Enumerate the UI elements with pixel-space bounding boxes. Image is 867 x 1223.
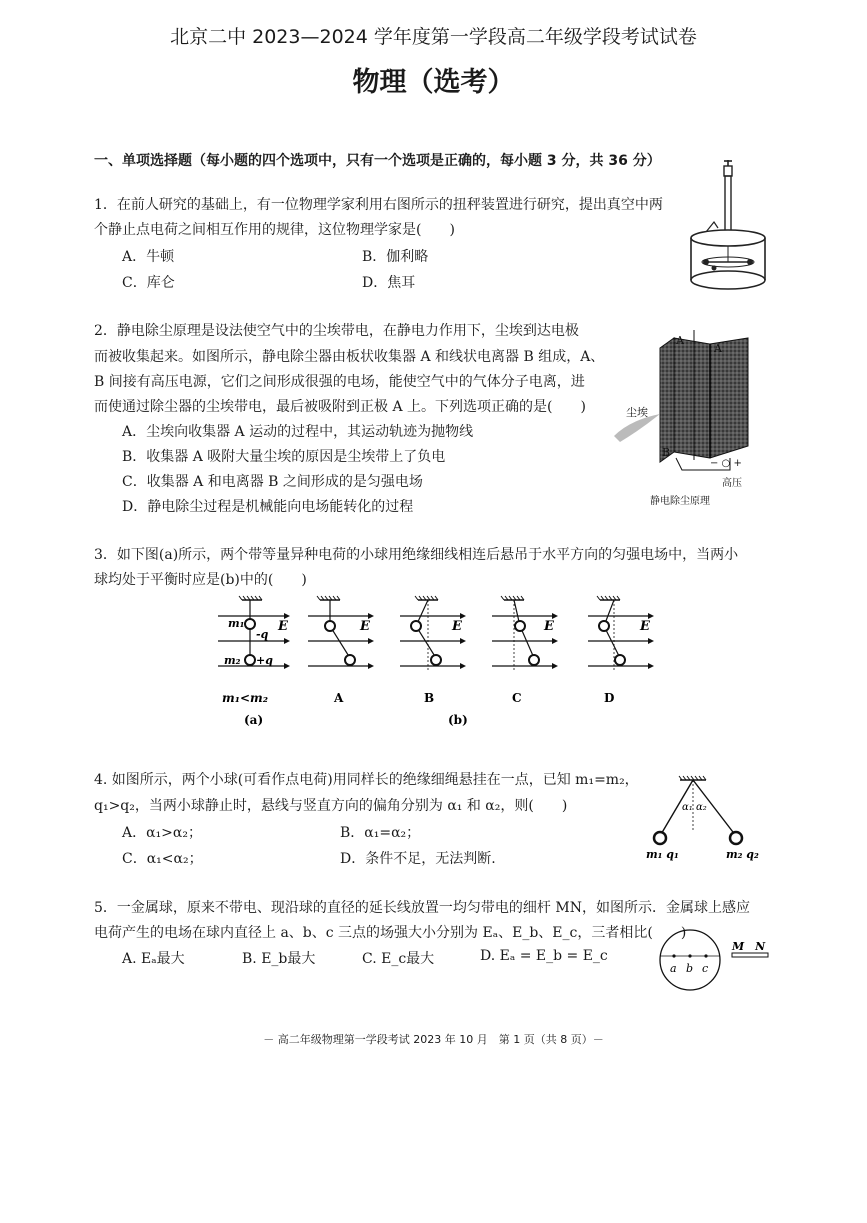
exam-title: 北京二中 2023—2024 学年度第一学段高二年级学段考试试卷: [170, 26, 697, 48]
q2-line3: B 间接有高压电源，它们之间形成很强的电场，能使空气中的气体分子电离，进: [94, 374, 585, 390]
q1-option-a: A．牛顿: [122, 249, 175, 265]
svg-text:− ○ +: − ○ +: [710, 458, 742, 469]
label-cond: m₁<m₂: [222, 691, 268, 705]
q5-option-b: B. E_b最大: [242, 951, 316, 967]
q2-line1: 2．静电除尘原理是设法使空气中的尘埃带电，在静电力作用下，尘埃到达电极: [94, 323, 579, 339]
label-m2: m₂: [224, 654, 241, 667]
q4-line2: q₁>q₂，当两小球静止时，悬线与竖直方向的偏角分别为 α₁ 和 α₂，则( ): [94, 798, 568, 814]
exam-subtitle: 物理（选考）: [352, 67, 515, 98]
label-e-C: E: [544, 619, 554, 634]
q5-option-c: C. E_c最大: [362, 951, 435, 967]
q4-pendulum-figure: [642, 772, 782, 864]
q2-line2: 而被收集起来。如图所示，静电除尘器由板状收集器 A 和线状电离器 B 组成，A、: [94, 349, 605, 365]
panel-label-D: D: [604, 691, 615, 705]
label-a: (a): [244, 713, 264, 727]
q1-option-d: D．焦耳: [362, 275, 416, 291]
label-a-point: a: [670, 962, 677, 975]
precip-caption: 静电除尘原理: [650, 496, 710, 507]
q4-option-d: D．条件不足，无法判断.: [340, 851, 496, 867]
page-footer: － 高二年级物理第一学段考试 2023 年 10 月 第 1 页（共 8 页）－: [263, 1033, 604, 1046]
hv-label: 高压: [722, 478, 742, 489]
label-c-point: c: [702, 962, 709, 975]
q4-line1: 4. 如图所示，两个小球(可看作点电荷)用同样长的绝缘细绳悬挂在一点，已知 m₁=m₂，: [94, 772, 639, 788]
label-e-a: E: [278, 619, 288, 634]
label-m1: m₁: [228, 617, 245, 630]
torsion-balance-figure: [684, 158, 772, 300]
q5-line1: 5．一金属球，原来不带电、现沿球的直径的延长线放置一均匀带电的细杆 MN，如图所示．金属球上感应: [94, 900, 750, 916]
panel-label-B: B: [424, 691, 435, 705]
q3-panel-B: [400, 596, 468, 727]
label-pos-q: +q: [256, 654, 273, 667]
label-m1q1: m₁ q₁: [646, 848, 679, 861]
q3-panel-A: [308, 596, 374, 705]
precip-label-a: A: [676, 334, 684, 347]
q2-option-b: B．收集器 A 吸附大量尘埃的原因是尘埃带上了负电: [122, 449, 446, 465]
label-b: (b): [448, 713, 468, 727]
q2-option-d: D．静电除尘过程是机械能向电场能转化的过程: [122, 499, 414, 515]
q2-option-c: C．收集器 A 和电离器 B 之间形成的是匀强电场: [122, 474, 423, 490]
q3-panel-C: [492, 596, 558, 705]
q4-option-c: C．α₁<α₂；: [122, 851, 203, 867]
q5-sphere-rod-figure: [654, 928, 778, 992]
section-heading: 一、单项选择题（每小题的四个选项中，只有一个选项是正确的，每小题 3 分，共 36 分）: [94, 153, 661, 169]
panel-label-A: A: [334, 691, 344, 705]
label-e-B: E: [452, 619, 462, 634]
q2-line4: 而使通过除尘器的尘埃带电，最后被吸附到正极 A 上。下列选项正确的是( ): [94, 399, 586, 415]
q3-panel-a: [218, 596, 290, 727]
dust-label: 尘埃: [626, 406, 648, 419]
q5-line2: 电荷产生的电场在球内直径上 a、b、c 三点的场强大小分别为 Eₐ、E_b、E_c，三者相比( ): [94, 925, 687, 941]
label-alpha1: α₁: [682, 802, 693, 813]
precip-label-a2: A: [714, 342, 722, 355]
precip-label-b: B: [662, 446, 671, 459]
label-m2q2: m₂ q₂: [726, 848, 759, 861]
q3-line1: 3．如下图(a)所示，两个带等量异种电荷的小球用绝缘细线相连后悬吊于水平方向的匀强电场中，当两小: [94, 547, 739, 563]
precipitator-figure: [610, 330, 780, 510]
label-mn: M N: [732, 940, 766, 953]
panel-label-C: C: [512, 691, 522, 705]
q4-option-b: B．α₁=α₂；: [340, 825, 421, 841]
q3-panel-D: [588, 596, 654, 705]
label-e-D: E: [640, 619, 650, 634]
q1-line1: 1．在前人研究的基础上，有一位物理学家利用右图所示的扭秤装置进行研究，提出真空中两: [94, 197, 663, 213]
label-b-point: b: [686, 962, 694, 975]
q5-option-d: D. Eₐ = E_b = E_c: [480, 948, 608, 964]
q1-line2: 个静止点电荷之间相互作用的规律，这位物理学家是( ): [94, 222, 455, 238]
q4-option-a: A．α₁>α₂；: [122, 825, 202, 841]
q1-option-c: C．库仑: [122, 275, 175, 291]
label-e-A: E: [360, 619, 370, 634]
q3-figures: [214, 592, 674, 732]
q1-option-b: B．伽利略: [362, 249, 429, 265]
q3-line2: 球均处于平衡时应是(b)中的( ): [94, 572, 307, 588]
q5-option-a: A. Eₐ最大: [122, 951, 185, 967]
label-neg-q: -q: [256, 628, 269, 641]
q2-option-a: A．尘埃向收集器 A 运动的过程中，其运动轨迹为抛物线: [122, 424, 474, 440]
label-alpha2: α₂: [696, 802, 707, 813]
